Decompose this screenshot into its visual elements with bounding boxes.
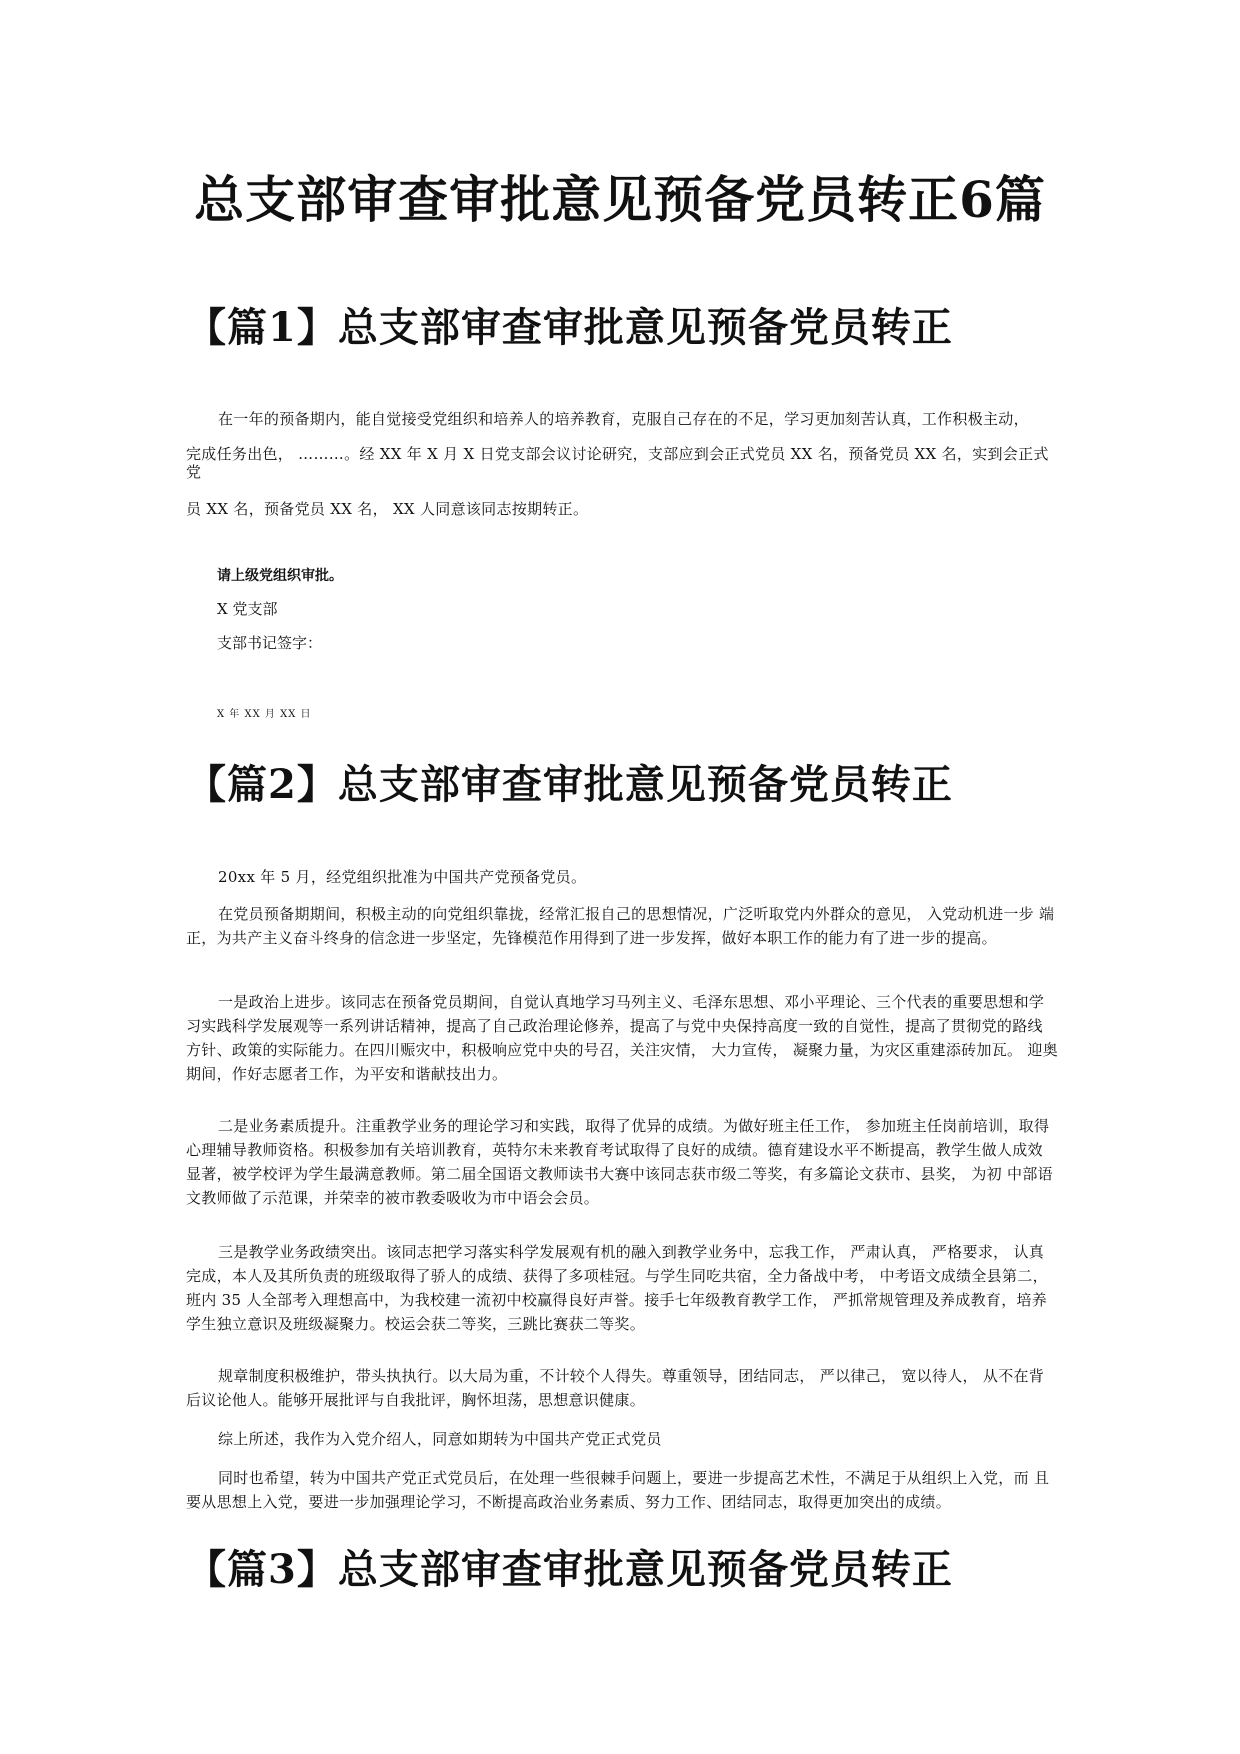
section-2-heading: 【篇2】总支部审查审批意见预备党员转正 xyxy=(186,761,953,808)
section-2-paragraph: 20xx 年 5 月，经党组织批准为中国共产党预备党员。 xyxy=(218,868,587,886)
section-2-paragraph: 在党员预备期期间，积极主动的向党组织靠拢，经常汇报自己的思想情况，广泛听取党内外群众的意见， 入党动机进一步 端正，为共产主义奋斗终身的信念进一步坚定，先锋模范作用得到了进一步发挥，做好本职工作的能力有了进一步的提高。 xyxy=(186,905,1055,947)
signature-date: X 年 XX 月 XX 日 xyxy=(217,709,312,720)
section-2-paragraph: 规章制度积极维护，带头执执行。以大局为重，不计较个人得失。尊重领导，团结同志， 严以律己， 宽以待人， 从不在背 后议论他人。能够开展批评与自我批评，胸怀坦荡，思想意识健康。 xyxy=(186,1367,1045,1409)
section-2-paragraph: 一是政治上进步。该同志在预备党员期间，自觉认真地学习马列主义、毛泽东思想、邓小平理论、三个代表的重要思想和学习实践科学发展观等一系列讲话精神，提高了自己政治理论修养，提高了与党中央保持高度一致的自觉性，提高了贯彻党的路线方针、政策的实际能力。在四川赈灾中，积极响应党中央的号召，关注灾情， 大力宣传， 凝聚力量，为灾区重建添砖加瓦。 迎奥期间，作好志愿者工作，为平安和谐献技出力。 xyxy=(186,993,1059,1083)
section-2-paragraph: 综上所述，我作为入党介绍人，同意如期转为中国共产党正式党员 xyxy=(218,1430,662,1448)
document-title: 总支部审查审批意见预备党员转正6篇 xyxy=(194,170,1046,229)
section-3-heading: 【篇3】总支部审查审批意见预备党员转正 xyxy=(186,1546,953,1593)
section-2-paragraph: 二是业务素质提升。注重教学业务的理论学习和实践，取得了优异的成绩。为做好班主任工作， 参加班主任岗前培训，取得心理辅导教师资格。积极参加有关培训教育，英特尔未来教育考试取得了良好的成绩。德育建设水平不断提高，教学生做人成效显著，被学校评为学生最满意教师。第二届全国语文教师读书大赛中该同志获市级二等奖，有多篇论文获市、县奖， 为初 中部语文教师做了示范课，并荣幸的被市教委吸收为市中语会会员。 xyxy=(186,1117,1053,1207)
section-2-paragraph: 三是教学业务政绩突出。该同志把学习落实科学发展观有机的融入到教学业务中，忘我工作， 严肃认真， 严格要求， 认真完成，本人及其所负责的班级取得了骄人的成绩、获得了多项桂冠。与学生同吃共宿，全力备战中考， 中考语文成绩全县第二， 班内 35 人全部考入理想高中，为我校建一流初中校赢得良好声誉。接手七年级教育教学工作， 严抓常规管理及养成教育，培养 学生独立意识及班级凝聚力。校运会获二等奖，三跳比赛获二等奖。 xyxy=(186,1243,1048,1333)
approval-request: 请上级党组织审批。 xyxy=(217,568,343,584)
section-1-paragraph: 完成任务出色， ………。经 XX 年 X 月 X 日党支部会议讨论研究，支部应到会正式党员 XX 名，预备党员 XX 名，实到会正式党 xyxy=(186,445,1049,481)
section-1-heading: 【篇1】总支部审查审批意见预备党员转正 xyxy=(186,304,953,351)
section-1-paragraph: 在一年的预备期内，能自觉接受党组织和培养人的培养教育，克服自己存在的不足，学习更加刻苦认真，工作积极主动， xyxy=(218,410,1029,428)
section-2-paragraph: 同时也希望，转为中国共产党正式党员后，在处理一些很棘手问题上，要进一步提高艺术性，不满足于从组织上入党，而 且要从思想上入党，要进一步加强理论学习，不断提高政治业务素质、努力工作、团结同志，取得更加突出的成绩。 xyxy=(186,1469,1050,1511)
secretary-signature: 支部书记签字： xyxy=(217,634,323,652)
section-1-paragraph: 员 XX 名，预备党员 XX 名， XX 人同意该同志按期转正。 xyxy=(186,500,589,518)
party-branch: X 党支部 xyxy=(217,600,278,618)
